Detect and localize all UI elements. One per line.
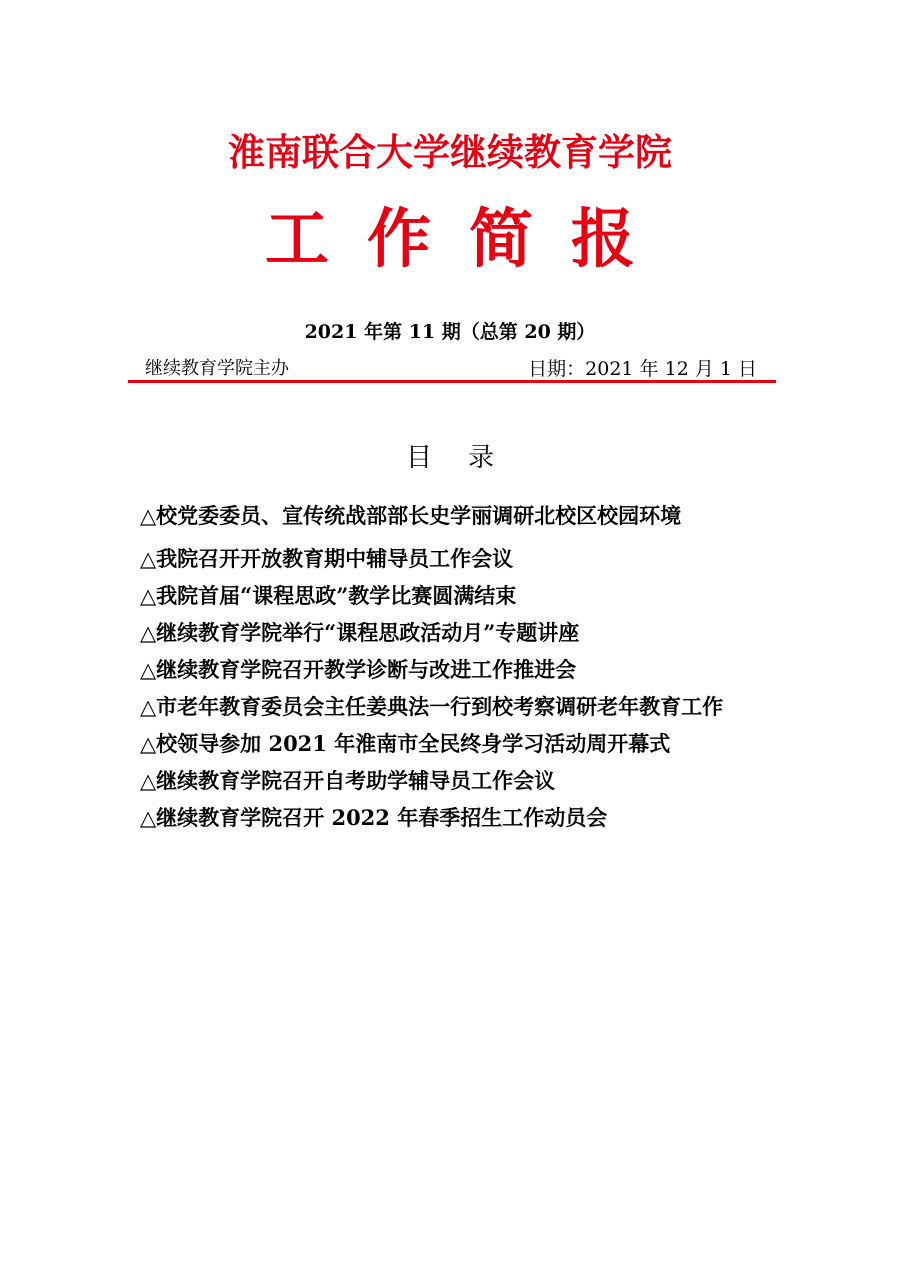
toc-item: △继续教育学院召开自考助学辅导员工作会议	[140, 768, 556, 793]
toc-item: △继续教育学院举行“课程思政活动月”专题讲座	[140, 620, 580, 645]
toc-item: △我院召开开放教育期中辅导员工作会议	[140, 546, 514, 571]
issue-number: 2021 年第 11 期（总第 20 期）	[304, 321, 596, 343]
red-divider	[128, 380, 776, 383]
toc-item: △校党委委员、宣传统战部部长史学丽调研北校区校园环境	[140, 503, 682, 528]
toc-item: △市老年教育委员会主任姜典法一行到校考察调研老年教育工作	[140, 694, 724, 719]
organizer: 继续教育学院主办	[145, 358, 289, 379]
meta-row	[145, 354, 757, 380]
toc-heading: 目录	[405, 443, 530, 473]
institution-name: 淮南联合大学继续教育学院	[228, 131, 672, 174]
toc-item: △继续教育学院召开教学诊断与改进工作推进会	[140, 657, 577, 682]
toc-item: △我院首届“课程思政”教学比赛圆满结束	[140, 583, 517, 608]
toc-item: △校领导参加 2021 年淮南市全民终身学习活动周开幕式	[140, 731, 671, 756]
toc-list	[140, 498, 760, 837]
bulletin-title: 工作简报	[265, 203, 673, 277]
publish-date: 日期：2021 年 12 月 1 日	[528, 358, 757, 380]
toc-item: △继续教育学院召开 2022 年春季招生工作动员会	[140, 805, 608, 830]
